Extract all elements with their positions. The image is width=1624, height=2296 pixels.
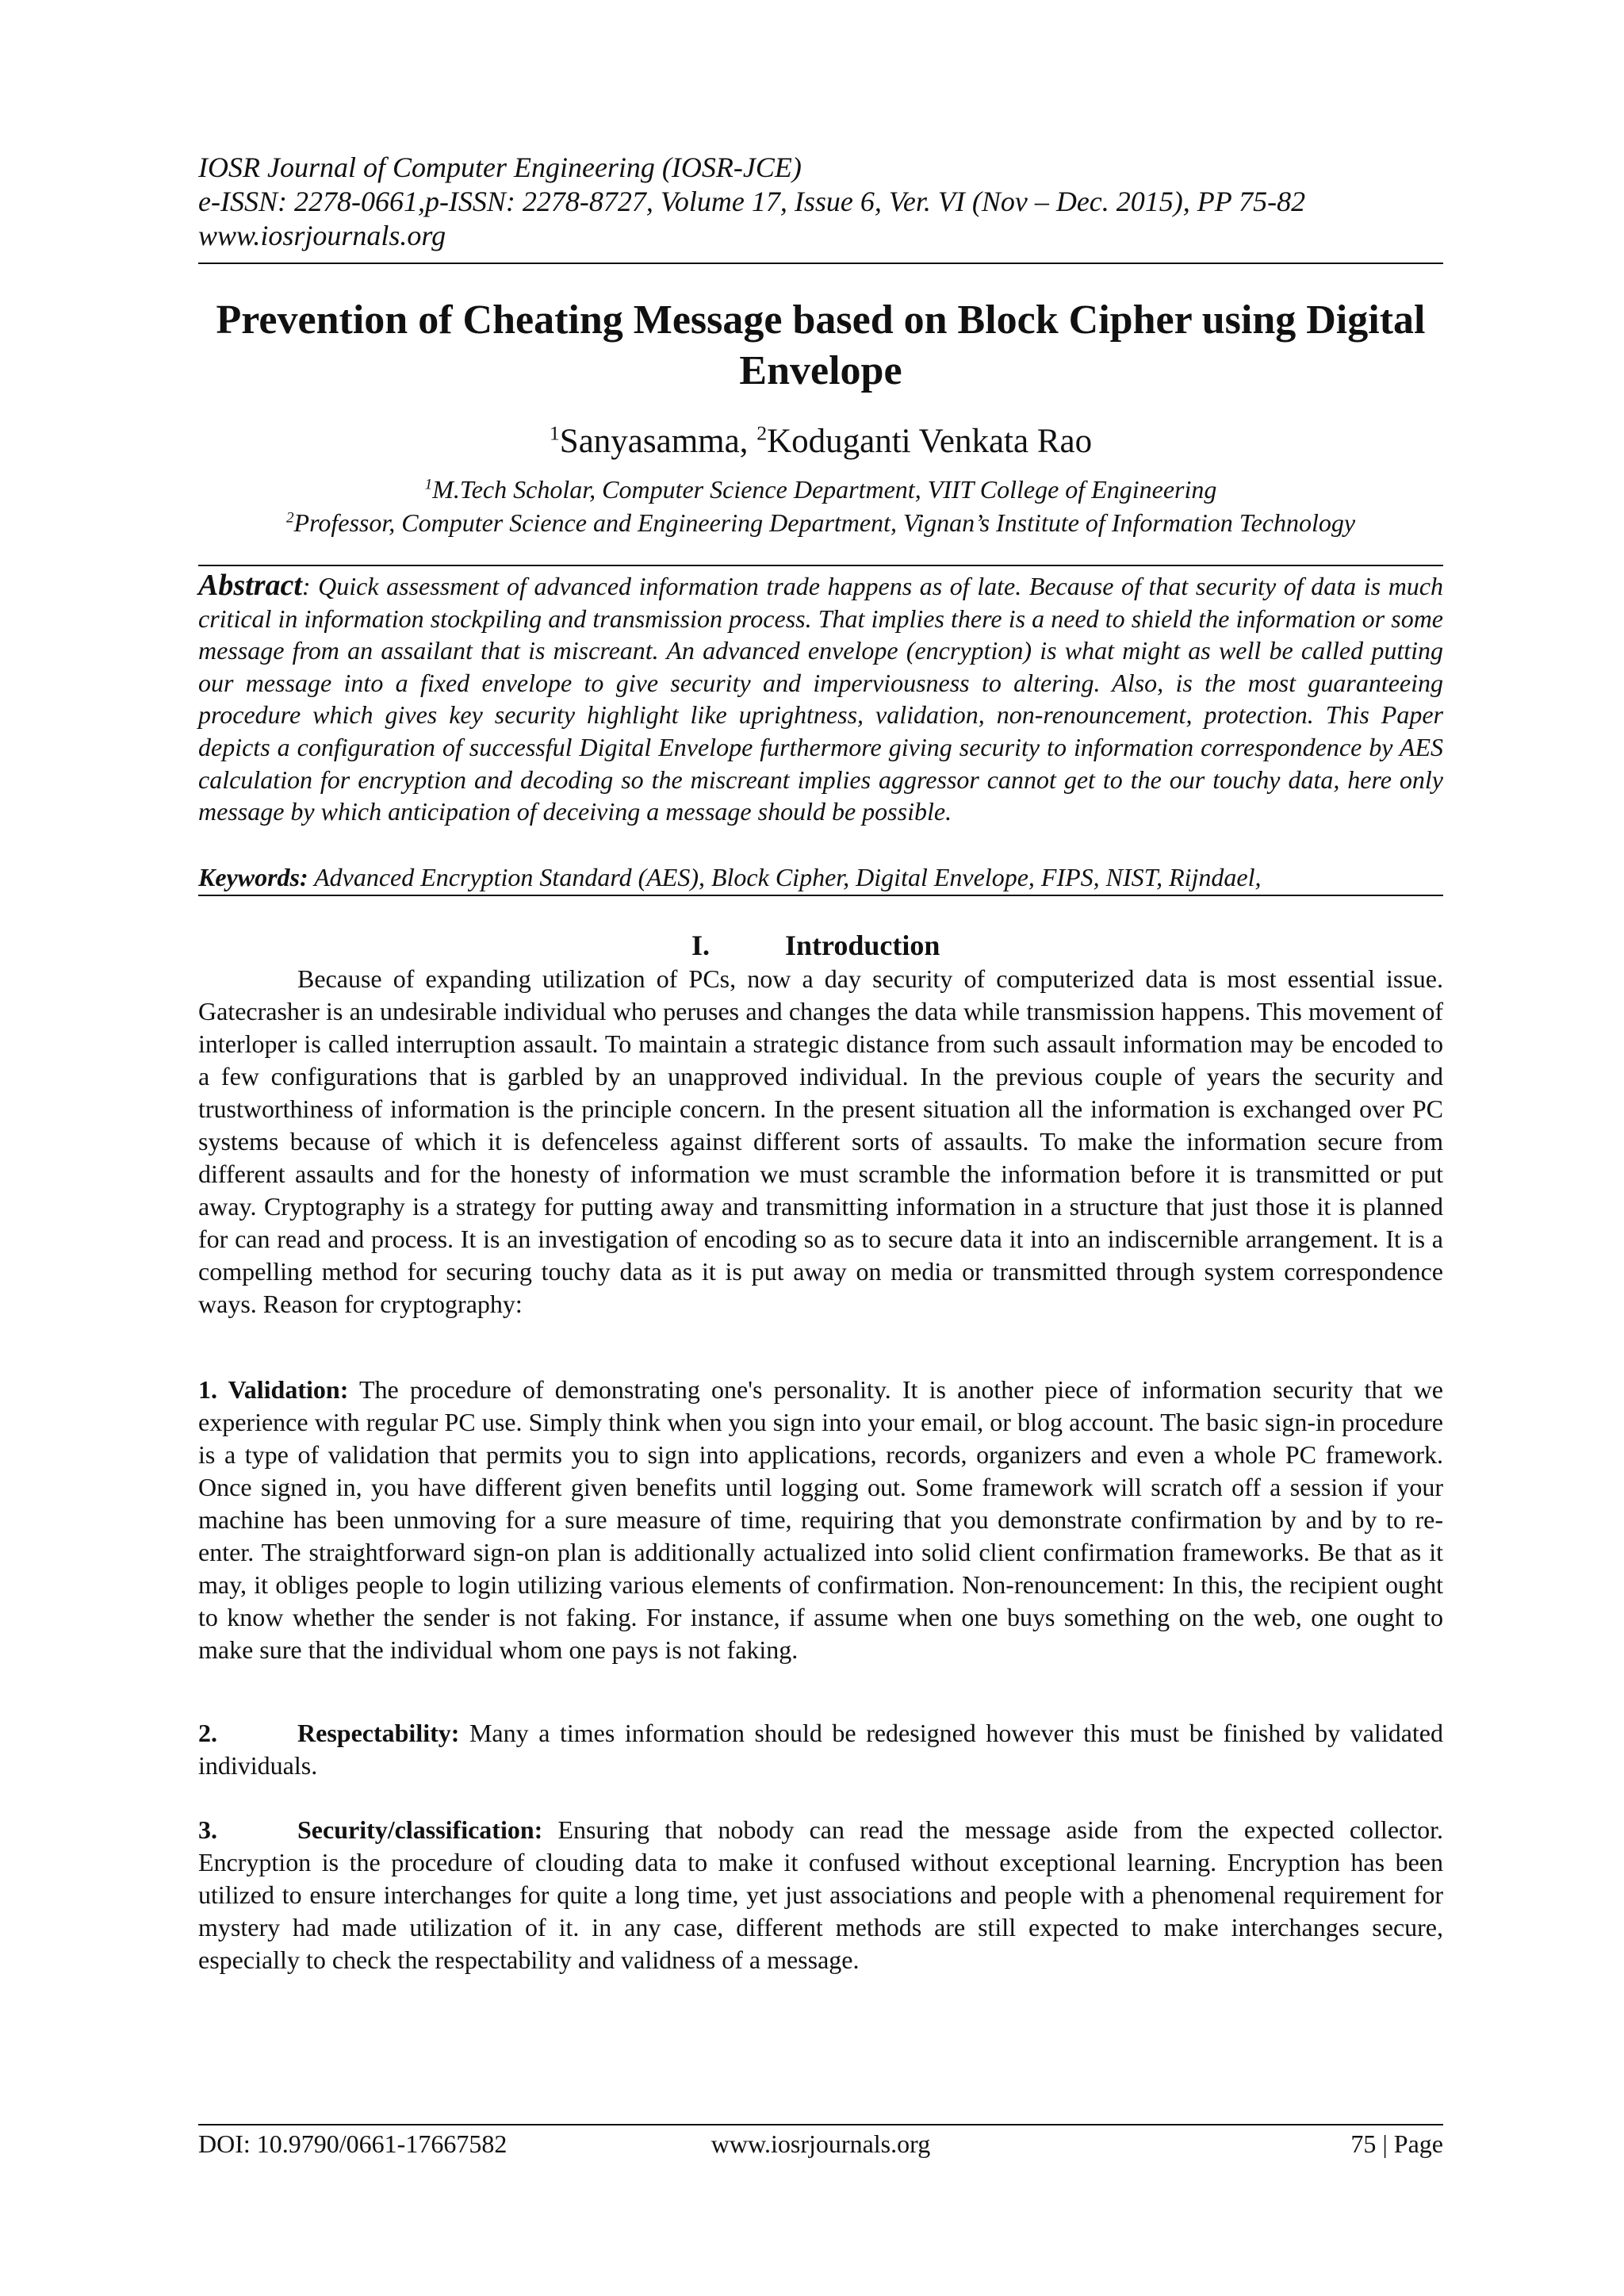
point-security <box>198 1814 1443 1976</box>
keywords-label: Keywords: <box>198 863 308 891</box>
point-validation <box>198 1374 1443 1666</box>
affiliation-2-text: Professor, Computer Science and Engineering Department, Vignan’s Institute of Information Technology <box>293 508 1356 537</box>
section-number: I. <box>691 930 710 961</box>
journal-name: IOSR Journal of Computer Engineering (IOSR-JCE) <box>198 151 802 183</box>
footer-website: www.iosrjournals.org <box>710 2129 931 2158</box>
point-respectability-text: Many a times information should be redesigned however this must be finished by validated individuals. <box>198 1719 1443 1780</box>
affiliation-2-superscript: 2 <box>285 509 294 527</box>
point-security-label: Security/classification: <box>297 1815 543 1844</box>
point-respectability-label: Respectability: <box>297 1719 460 1747</box>
point-respectability-number: 2. <box>198 1719 217 1747</box>
point-validation-text: The procedure of demonstrating one's personality. It is another piece of information security that we experience with regular PC use. Simply think when you sign into your email, or blog account. The basic sign-in procedure is a type of validation that permits you to sign into applications, records, organizers and even a whole PC framework. Once signed in, you have different given benefits until logging out. Some framework will scratch off a session if your machine has been unmoving for a sure measure of time, requiring that you demonstrate confirmation by and by to re-enter. The straightforward sign-on plan is additionally actualized into solid client confirmation frameworks. Be that as it may, it obliges people to login utilizing various elements of confirmation. Non-renouncement: In this, the recipient ought to know whether the sender is not faking. For instance, if assume when one buys something on the web, one ought to make sure that the individual whom one pays is not faking. <box>198 1375 1444 1664</box>
footer-page-number: 75 | Page <box>1350 2129 1443 2158</box>
abstract-text: : Quick assessment of advanced information trade happens as of late. Because of that security of data is much critical in information stockpiling and transmission process. That implies there is a need to shield the information or some message from an assailant that is miscreant. An advanced envelope (encryption) is what might as well be called putting our message into a fixed envelope to give security and imperviousness to altering. Also, is the most guaranteeing procedure which gives key security highlight like uprightness, validation, non-renouncement, protection. This Paper depicts a configuration of successful Digital Envelope furthermore giving security to information correspondence by AES calculation for encryption and decoding so the miscreant implies aggressor cannot get to the our touchy data, here only message by which anticipation of deceiving a message should be possible. <box>198 572 1443 826</box>
author-1-superscript: 1 <box>549 421 560 445</box>
journal-header <box>198 151 1451 253</box>
author-2-superscript: 2 <box>756 421 768 445</box>
abstract-label: Abstract <box>198 569 302 602</box>
abstract-top-divider <box>198 565 1443 566</box>
point-respectability <box>198 1717 1443 1782</box>
affiliation-1-superscript: 1 <box>424 476 433 493</box>
journal-website: www.iosrjournals.org <box>198 220 446 251</box>
point-validation-label: 1. Validation: <box>198 1375 349 1404</box>
abstract <box>198 569 1443 828</box>
point-security-text: Ensuring that nobody can read the message aside from the expected collector. Encryption is the procedure of clouding data to make it confused without exceptional learning. Encryption has been utilized to ensure interchanges for quite a long time, yet just associations and people with a phenomenal requirement for mystery had made utilization of it. in any case, different methods are still expected to make interchanges secure, especially to check the respectability and validness of a message. <box>198 1815 1443 1974</box>
intro-paragraph: Because of expanding utilization of PCs, now a day security of computerized data is most essential issue. Gatecrasher is an undesirable individual who peruses and changes the data while transmission happens. This movement of interloper is called interruption assault. To maintain a strategic distance from such assault information may be encoded to a few configurations that is garbled by an unapproved individual. In the previous couple of years the security and trustworthiness of information is the principle concern. In the present situation all the information is exchanged over PC systems because of which it is defenceless against different sorts of assaults. To make the information secure from different assaults and for the honesty of information we must scramble the information before it is transmitted or put away. Cryptography is a strategy for putting away and transmitting information in a structure that just those it is planned for can read and process. It is an investigation of encoding so as to secure data it into an indiscernible arrangement. It is a compelling method for securing touchy data as it is put away on media or transmitted through system correspondence ways. Reason for cryptography: <box>198 964 1443 1318</box>
affiliation-1 <box>198 473 1443 506</box>
point-security-number: 3. <box>198 1815 217 1844</box>
header-divider <box>198 263 1443 264</box>
journal-issn: e-ISSN: 2278-0661,p-ISSN: 2278-8727, Volume 17, Issue 6, Ver. VI (Nov – Dec. 2015), PP 75-82 <box>198 186 1306 217</box>
author-list <box>198 420 1443 463</box>
affiliation-1-text: M.Tech Scholar, Computer Science Department, VIIT College of Engineering <box>432 475 1217 504</box>
affiliation-2 <box>198 506 1443 539</box>
keywords-text: Advanced Encryption Standard (AES), Block Cipher, Digital Envelope, FIPS, NIST, Rijndael, <box>308 863 1262 891</box>
section-title: Introduction <box>785 930 940 961</box>
author-2-name: Koduganti Venkata Rao <box>767 423 1093 460</box>
author-1-name: Sanyasamma, <box>559 423 749 460</box>
keywords <box>198 861 1443 893</box>
abstract-bottom-divider <box>198 895 1443 896</box>
paper-title: Prevention of Cheating Message based on Block Cipher using Digital Envelope <box>216 297 1426 393</box>
footer-divider <box>198 2124 1443 2125</box>
footer-doi: DOI: 10.9790/0661-17667582 <box>198 2129 508 2158</box>
